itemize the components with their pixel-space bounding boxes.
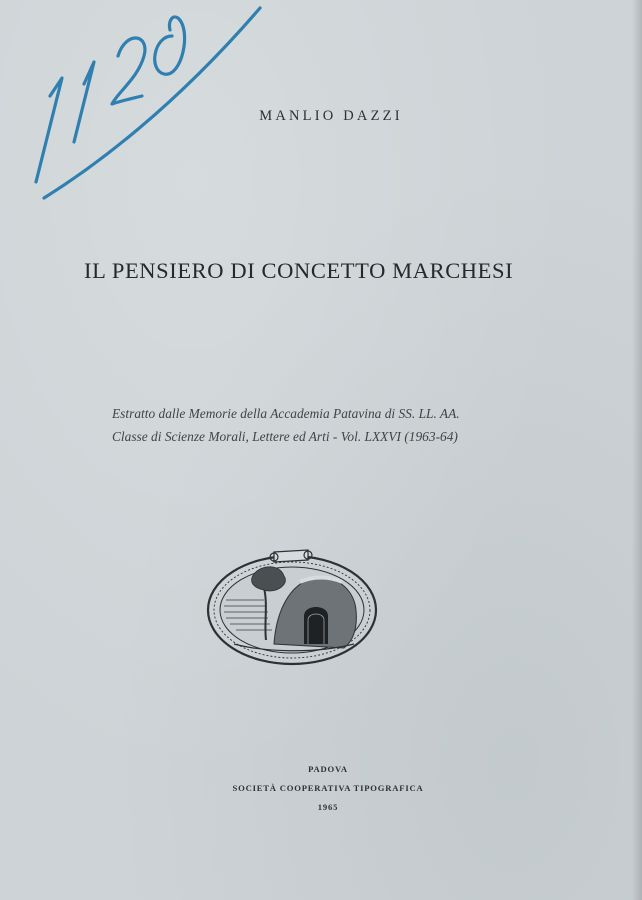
imprint-city: PADOVA [308, 764, 348, 774]
publisher-imprint [0, 760, 642, 817]
author-name: MANLIO DAZZI [259, 108, 403, 124]
printer-emblem-icon [204, 544, 380, 670]
imprint-publisher: SOCIETÀ COOPERATIVA TIPOGRAFICA [232, 783, 424, 793]
book-title: IL PENSIERO DI CONCETTO MARCHESI [84, 258, 514, 283]
extract-line-1: Estratto dalle Memorie della Accademia Patavina di SS. LL. AA. [112, 406, 460, 421]
extract-line-2: Classe di Scienze Morali, Lettere ed Arti - Vol. LXXVI (1963-64) [112, 429, 458, 444]
extract-note [112, 402, 460, 448]
handwritten-number-mark [22, 0, 272, 210]
imprint-year: 1965 [317, 802, 339, 812]
